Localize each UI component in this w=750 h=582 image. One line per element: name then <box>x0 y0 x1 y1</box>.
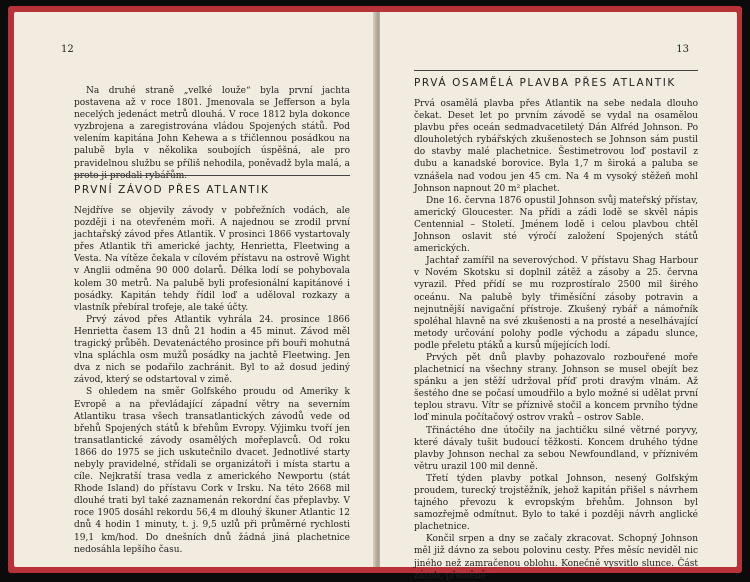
section-heading: PRVNÍ ZÁVOD PŘES ATLANTIK <box>74 184 270 196</box>
page-number: 12 <box>61 44 74 55</box>
paragraph: Třetí týden plavby potkal Johnson, nesený Golfským proudem, turecký trojstěžník, jehož kapitán přišel s návrhem tajného převozu k evropským břehům. Johnson byl samozřejmě odmítnut. Bylo to také i později návrh anglické plachetnice. <box>414 473 698 533</box>
section-body <box>74 205 350 556</box>
paragraph: Prvý závod přes Atlantik vyhrála 24. prosince 1866 Henrietta časem 13 dnů 21 hodin a 45 minut. Závod měl tragický průběh. Devatenáctého prosince při bouři mohutná vlna spláchla osm mužů posádky na jachtě Fleetwing. Jen dva z nich se podařilo zachránit. Byl to až dosud jediný závod, který se odstartoval v zimě. <box>74 314 350 386</box>
paragraph: Dne 16. června 1876 opustil Johnson svůj mateřský přístav, americký Gloucester. Na přídi a zádi lodě se skvěl nápis Centennial – Století. Jménem lodě i celou plavbou chtěl Johnson oslavit sté výročí založení Spojených států amerických. <box>414 195 698 255</box>
section-rule <box>414 70 698 71</box>
section-body <box>414 98 698 582</box>
page-number: 13 <box>676 44 689 55</box>
paragraph: Prvá osamělá plavba přes Atlantik na sebe nedala dlouho čekat. Deset let po prvním závodě se vydal na osamělou plavbu přes oceán sedmadvacetiletý Dán Alfréd Johnson. Po dlouholetých rybářských zkušenostech se Johnson sám pustil do stavby malé plachetnice. Šestimetrovou loď postavil z dubu a kanadské borovice. Byla 1,7 m široká a paluba se vznášela nad vodou jen 45 cm. Na 4 m vysoký stěžeň mohl Johnson napnout 20 m² plachet. <box>414 99 698 194</box>
paragraph: Jachtař zamířil na severovýchod. V přístavu Shag Harbour v Novém Skotsku si doplnil zátěž a zásoby a 25. června vyrazil. Před přídí se mu rozprostíralo 2500 mil širého oceánu. Na palubě byly třiměsíční zásoby potravin a nejnutnější navigační přístroje. Zkušený rybář a námořník spoléhal hlavně na své zkušenosti a na prosté a neselhávající metody určování polohy podle východu a západu slunce, podle přeletu ptáků a kursů míjejících lodí. <box>414 256 698 351</box>
paragraph: S ohledem na směr Golfského proudu od Ameriky k Evropě a na převládající západní větry na severním Atlantiku trasa všech transatlantických závodů vede od břehů Spojených států k břehům Evropy. Výjimku tvoří jen transatlantické závody osamělých mořeplavců. Od roku 1866 do 1975 se jich uskutečnilo dvacet. Jednotlivé starty nebyly pravidelné, střídali se organizátoři i místa startu a cíle. Nejkratší trasa vedla z amerického Newportu (stát Rhode Island) do přístavu Cork v Irsku. Na této 2668 mil dlouhé trati byl také zaznamenán rekordní čas přeplavby. V roce 1905 dosáhl rekordu 56,4 m dlouhý škuner Atlantic 12 dnů 4 hodin 1 minuty, t. j. 9,5 uzlů při průměrné rychlosti 19,1 km/hod. Do dnešních dnů žádná jiná plachetnice nedosáhla lepšího času. <box>74 387 350 555</box>
section-heading: PRVÁ OSAMĚLÁ PLAVBA PŘES ATLANTIK <box>414 77 676 89</box>
paragraph: Třináctého dne útočily na jachtičku silné větrné poryvy, které dávaly tušit budoucí těžkosti. Koncem druhého týdne plavby Johnson nechal za sebou Newfoundland, v příznivém větru urazil 100 mil denně. <box>414 425 698 472</box>
right-page <box>380 12 737 581</box>
paragraph: Prvých pět dnů plavby pohazovalo rozbouřené moře plachetnicí na všechny strany. Johnson se musel obejít bez spánku a jen stěží udržoval příď proti dravým vlnám. Až šestého dne se počasí umoudřilo a bylo možné si udělat první teplou stravu. Vítr se příznivě stočil a koncem prvního týdne loď minula počítačový ostrov vraků – ostrov Sable. <box>414 352 698 424</box>
paragraph: Nejdříve se objevily závody v pobřežních vodách, ale později i na otevřeném moři. A najednou se zrodil první jachtařský závod přes Atlantik. V prosinci 1866 vystartovaly přes Atlantik tři americké jachty, Henrietta, Fleetwing a Vesta. Na vítěze čekala v cílovém přístavu na ostrově Wight v Anglii odměna 90 000 dolarů. Délka lodí se pohybovala kolem 30 metrů. Na palubě byli profesionální kapitánové i posádky. Kapitán tehdy řídil loď a uděloval rozkazy a vlastník přebíral trofeje, ale také účty. <box>74 206 350 313</box>
left-page <box>14 12 376 567</box>
paragraph: Končil srpen a dny se začaly zkracovat. Schopný Johnson měl již dávno za sebou polovinu cesty. Přes měsíc neviděl nic jiného než zamračenou oblohu. Konečně vysvitlo slunce. Část zásob, přeměně- <box>414 534 698 581</box>
section-rule <box>74 175 350 176</box>
intro-paragraph: Na druhé straně „velké louže“ byla první jachta postavena až v roce 1801. Jmenovala se Jefferson a byla necelých jedenáct metrů dlouhá. V roce 1812 byla dokonce vyzbrojena a zaregistrována vládou Spojených států. Pod velením kapitána John Kehewa a s třičlennou posádkou na palubě byla v několika soubojích úspěšná, ale pro pravidelnou službu se příliš nehodila, poněvadž byla malá, a <box>74 86 350 169</box>
intro-paragraph-block <box>74 85 350 182</box>
